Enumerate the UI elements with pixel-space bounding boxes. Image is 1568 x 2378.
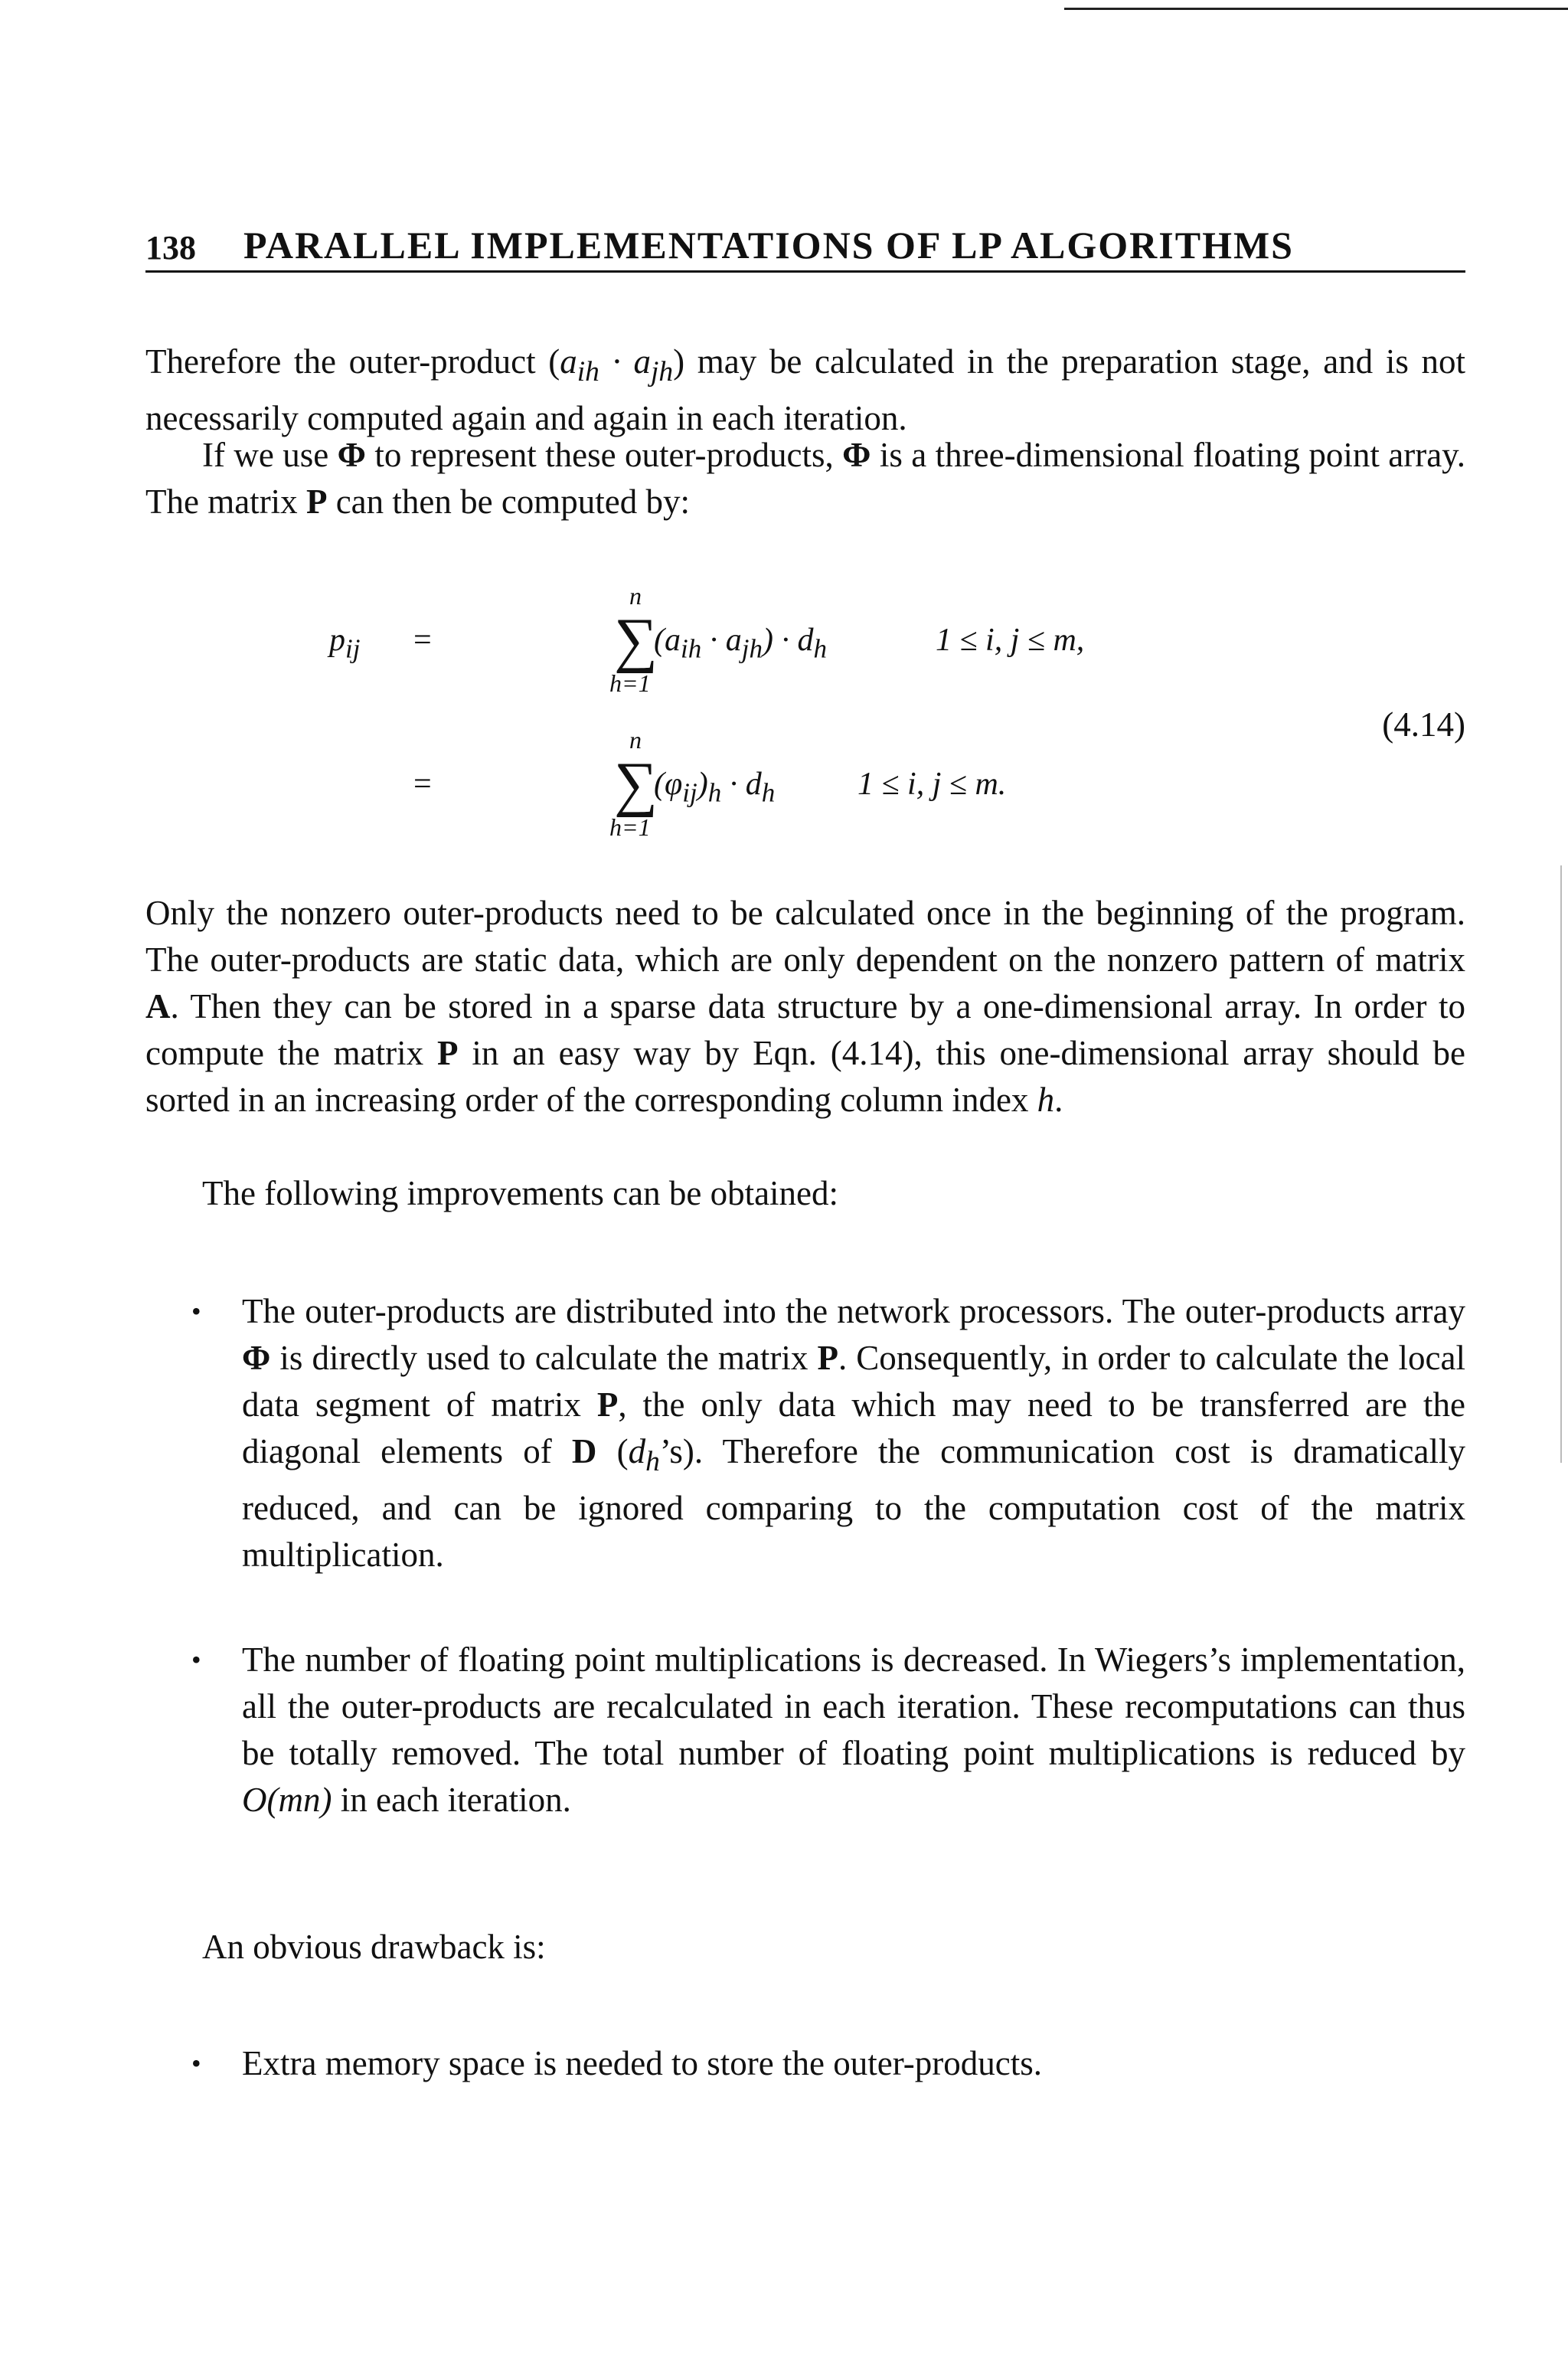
- paragraph-drawback-intro: An obvious drawback is:: [202, 1928, 546, 1966]
- sum-lower-limit: h=1: [609, 813, 651, 841]
- sum-sigma: ∑: [614, 751, 658, 818]
- paragraph-nonzero-outer-products: Only the nonzero outer-products need to be calculated once in the beginning of the program. The outer-products are static data, which are only dependent on the nonzero pattern of matrix A. Then they can be stored in a sparse data structure by a one-dimensional array. In order to compute the matrix P in an easy way by Eqn. (4.14), this one-dimensional array should be sorted in an increasing order of the corresponding column index h.: [145, 894, 1465, 1119]
- sum-upper-limit: n: [629, 582, 642, 610]
- equation-number: (4.14): [1382, 705, 1465, 744]
- index-h-symbol: h: [1037, 1081, 1055, 1119]
- list-item: • Extra memory space is needed to store the outer-products.: [191, 2040, 1465, 2087]
- phi-symbol: Φ: [242, 1339, 271, 1377]
- drawback-list: [191, 2040, 1465, 2087]
- matrix-d-symbol: D: [571, 1432, 597, 1470]
- matrix-p-symbol: P: [817, 1339, 838, 1377]
- paragraph-outer-product: Therefore the outer-product $(a_{ih} \cdot a_{jh})$ may be calculated in the preparation stage, and is not necessarily computed again and again in each iteration.: [145, 342, 1465, 437]
- phi-symbol: Φ: [842, 436, 871, 474]
- matrix-p-symbol: P: [437, 1034, 459, 1072]
- matrix-a-symbol: A: [145, 987, 171, 1025]
- sum-upper-limit: n: [629, 726, 642, 754]
- page-header: [145, 219, 1465, 273]
- equation-equals-sign: =: [413, 623, 432, 658]
- improvements-list: [191, 1288, 1465, 1824]
- scan-edge-line: [1560, 865, 1562, 1463]
- equation-row2-condition: 1 ≤ i, j ≤ m.: [858, 767, 1007, 802]
- page-number: 138: [145, 229, 196, 267]
- paragraph-phi-definition: If we use Φ to represent these outer-products, Φ is a three-dimensional floating point array. The matrix P can then be computed by:: [145, 436, 1466, 521]
- list-item: • The outer-products are distributed into the network processors. The outer-products array Φ is directly used to calculate the matrix P. Consequently, in order to calculate the local data segment of matrix P, the only data which may need to be transferred are the diagonal elements of D $(d_h’s)$. Therefore the communication cost is dramatically reduced, and can be ignored comparing to the computation cost of the matrix multiplication.: [191, 1288, 1465, 1578]
- sum-lower-limit: h=1: [609, 669, 651, 697]
- big-o-expression: O(mn): [242, 1781, 332, 1819]
- matrix-p-symbol: P: [305, 482, 328, 521]
- list-item: • The number of floating point multiplications is decreased. In Wiegers’s implementation, all the outer-products are recalculated in each iteration. These recomputations can thus be totally removed. The total number of floating point multiplications is reduced by O(mn) in each iteration.: [191, 1637, 1465, 1824]
- equation-lhs: $p_{ij}$: [329, 623, 361, 664]
- matrix-p-symbol: P: [596, 1385, 619, 1424]
- equation-row2-term: $(\varphi_{ij})_h \cdot d_h$: [654, 767, 776, 808]
- phi-symbol: Φ: [337, 436, 366, 474]
- paragraph-improvements-intro: The following improvements can be obtained:: [202, 1174, 839, 1212]
- equation-4-14: [145, 582, 1465, 858]
- running-title: PARALLEL IMPLEMENTATIONS OF LP ALGORITHMS: [243, 224, 1294, 267]
- sum-sigma: ∑: [614, 607, 658, 674]
- equation-row1-condition: 1 ≤ i, j ≤ m,: [936, 623, 1085, 658]
- equation-equals-sign: =: [413, 767, 432, 802]
- dh-symbol: $d_h$: [628, 1432, 660, 1477]
- top-rule: [1064, 8, 1568, 10]
- equation-row1-term: $(a_{ih} \cdot a_{jh}) \cdot d_h$: [654, 623, 827, 664]
- outer-product-expression: $a_{ih} \cdot a_{jh}$: [560, 342, 674, 388]
